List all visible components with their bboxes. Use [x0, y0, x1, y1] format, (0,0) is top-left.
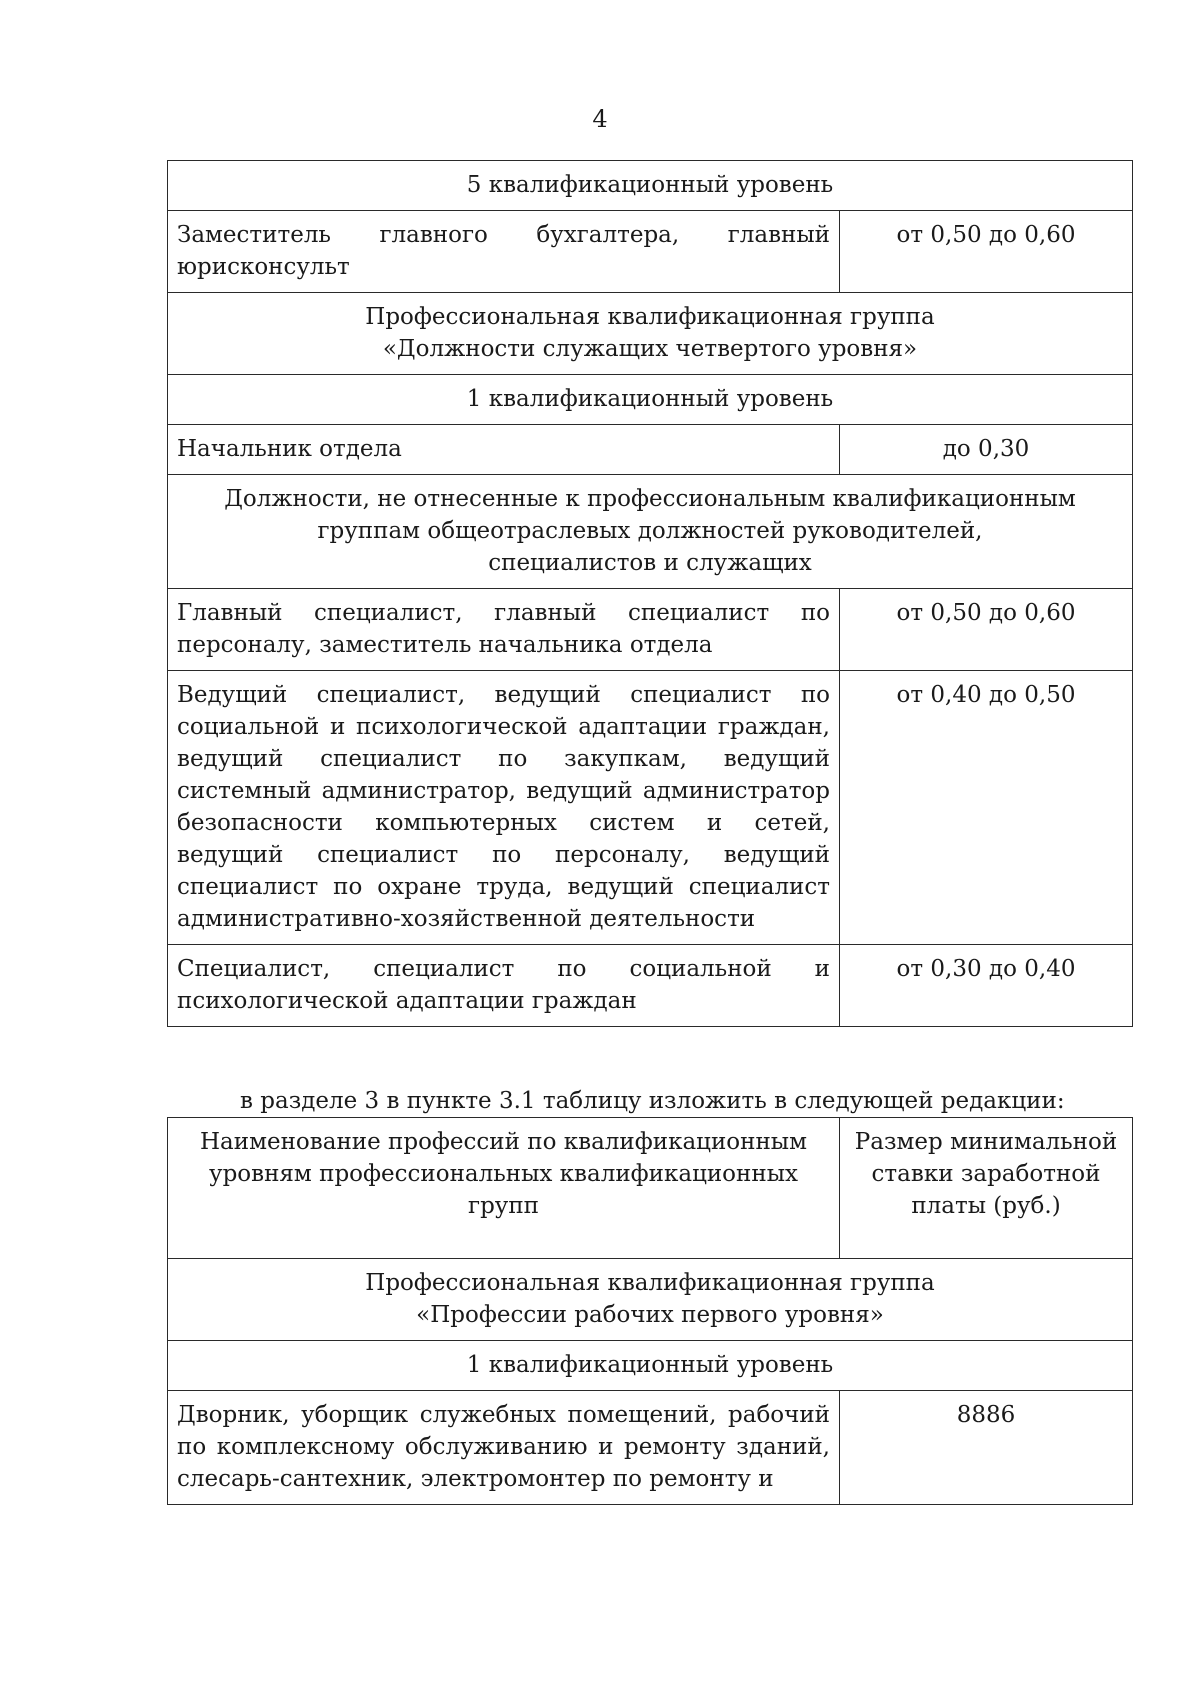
table-row: [168, 671, 1133, 945]
group-header-line: Профессиональная квалификационная группа: [365, 304, 935, 330]
table-row: [168, 425, 1133, 475]
group-header-line: «Профессии рабочих первого уровня»: [416, 1302, 884, 1328]
qualification-level-header: 1 квалификационный уровень: [168, 1341, 1133, 1391]
table-row: [168, 1391, 1133, 1505]
group-header-line: группам общеотраслевых должностей руководителей,: [317, 518, 983, 544]
position-name-cell: Главный специалист, главный специалист по персоналу, заместитель начальника отдела: [168, 589, 840, 671]
table-row: [168, 1341, 1133, 1391]
table-row: [168, 945, 1133, 1027]
position-name-cell: Ведущий специалист, ведущий специалист по социальной и психологической адаптации граждан, ведущий специалист по закупкам, ведущий системный администратор, ведущий администратор безопасности компьютерных систем и сетей, ведущий специалист по персоналу, ведущий специалист по охране труда, ведущий специалист административно-хозяйственной деятельности: [168, 671, 840, 945]
table-header-row: [168, 1118, 1133, 1259]
position-name-cell: Специалист, специалист по социальной и психологической адаптации граждан: [168, 945, 840, 1027]
group-header-line: «Должности служащих четвертого уровня»: [382, 336, 918, 362]
profession-name-cell: Дворник, уборщик служебных помещений, рабочий по комплексному обслуживанию и ремонту зданий, слесарь-сантехник, электромонтер по ремонту и: [168, 1391, 840, 1505]
coefficient-cell: до 0,30: [840, 425, 1133, 475]
group-header-line: Должности, не отнесенные к профессиональным квалификационным: [224, 486, 1076, 512]
coefficient-cell: от 0,50 до 0,60: [840, 589, 1133, 671]
other-positions-header: [168, 475, 1133, 589]
position-name-cell: Начальник отдела: [168, 425, 840, 475]
wage-column-header: Размер минимальной ставки заработной платы (руб.): [840, 1118, 1133, 1259]
table-row: [168, 293, 1133, 375]
table-row: [168, 375, 1133, 425]
table-row: [168, 589, 1133, 671]
coefficient-cell: от 0,50 до 0,60: [840, 211, 1133, 293]
positions-coefficients-table: [167, 160, 1133, 1027]
wage-value-cell: 8886: [840, 1391, 1133, 1505]
page-number: 4: [592, 105, 608, 133]
coefficient-cell: от 0,40 до 0,50: [840, 671, 1133, 945]
group-header-line: специалистов и служащих: [488, 550, 812, 576]
table-row: [168, 1259, 1133, 1341]
qualification-level-header: 1 квалификационный уровень: [168, 375, 1133, 425]
coefficient-cell: от 0,30 до 0,40: [840, 945, 1133, 1027]
qualification-group-header: [168, 1259, 1133, 1341]
qualification-level-header: 5 квалификационный уровень: [168, 161, 1133, 211]
group-header-line: Профессиональная квалификационная группа: [365, 1270, 935, 1296]
amendment-intro-text: в разделе 3 в пункте 3.1 таблицу изложить в следующей редакции:: [240, 1088, 1065, 1114]
table-row: [168, 211, 1133, 293]
professions-column-header: Наименование профессий по квалификационным уровням профессиональных квалификационных групп: [168, 1118, 840, 1259]
position-name-cell: Заместитель главного бухгалтера, главный юрисконсульт: [168, 211, 840, 293]
qualification-group-header: [168, 293, 1133, 375]
wage-rates-table: [167, 1117, 1133, 1505]
table-row: [168, 475, 1133, 589]
table-row: [168, 161, 1133, 211]
